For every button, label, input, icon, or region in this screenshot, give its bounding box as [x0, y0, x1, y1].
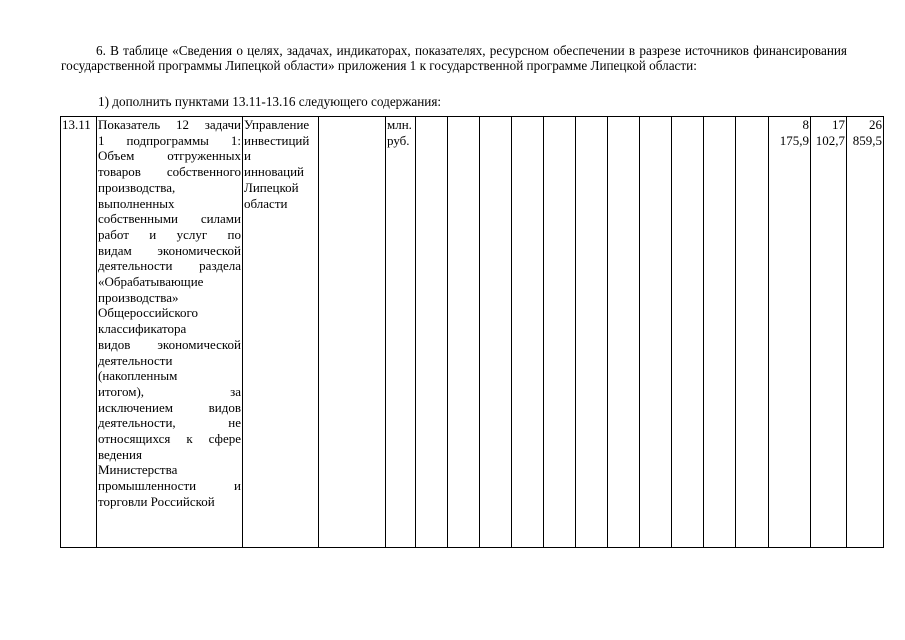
indicator-line: относящихся к сфере	[98, 431, 241, 447]
indicator-line: собственными силами	[98, 211, 241, 227]
empty-cell	[704, 117, 736, 548]
responsible-line: инноваций	[244, 164, 304, 180]
empty-cell	[736, 117, 769, 548]
value-3-line-2: 859,5	[852, 132, 882, 148]
indicator-line: Общероссийского	[98, 305, 198, 321]
indicator-line: Объем отгруженных	[98, 148, 241, 164]
empty-cell	[576, 117, 608, 548]
indicator-line: торговли Российской	[98, 493, 215, 509]
indicator-line: 1 подпрограммы 1:	[98, 132, 241, 148]
empty-cell	[480, 117, 512, 548]
indicator-line: итогом), за	[98, 383, 241, 399]
empty-cell	[512, 117, 544, 548]
indicator-line: выполненных	[98, 195, 175, 211]
indicator-line: ведения	[98, 446, 142, 462]
empty-cell	[416, 117, 448, 548]
indicator-line: Показатель 12 задачи	[98, 117, 241, 132]
indicator-line: деятельности раздела	[98, 258, 241, 274]
row-number: 13.11	[61, 117, 97, 548]
responsible-line: и	[244, 148, 251, 164]
empty-cell	[672, 117, 704, 548]
responsible-line: области	[244, 195, 288, 211]
empty-cell	[544, 117, 576, 548]
empty-cell	[448, 117, 480, 548]
indicator-line: промышленности и	[98, 478, 241, 494]
value-1-line-1: 8	[802, 117, 809, 132]
indicator-line: работ и услуг по	[98, 226, 241, 242]
paragraph-1: 6. В таблице «Сведения о целях, задачах, индикаторах, показателях, ресурсном обеспечении в разрезе источников финансирования государственной программы Липецкой области» приложения 1 к государственной программе Липецкой области:	[61, 43, 847, 73]
responsible-cell	[243, 117, 319, 548]
indicator-cell	[97, 117, 243, 548]
responsible-line: Управление	[244, 117, 310, 132]
value-2-line-2: 102,7	[815, 132, 845, 148]
indicator-line: Министерства	[98, 462, 178, 478]
indicator-line: деятельности, не	[98, 415, 241, 431]
paragraph-2: 1) дополнить пунктами 13.11-13.16 следующего содержания:	[98, 94, 442, 109]
indicator-line: видам экономической	[98, 242, 241, 258]
responsible-line: инвестиций	[244, 132, 310, 148]
empty-cell	[640, 117, 672, 548]
unit-line: руб.	[387, 132, 410, 148]
indicator-line: «Обрабатывающие	[98, 274, 204, 290]
indicator-line: (накопленным	[98, 368, 178, 384]
value-1-line-2: 175,9	[779, 132, 809, 148]
indicator-line: исключением видов	[98, 399, 241, 415]
indicator-line: товаров собственного	[98, 164, 241, 180]
table-row	[61, 117, 884, 548]
indicator-line: видов экономической	[98, 336, 241, 352]
responsible-line: Липецкой	[244, 179, 299, 195]
value-cell-3	[847, 117, 884, 548]
empty-cell	[319, 117, 386, 548]
empty-cell	[608, 117, 640, 548]
unit-line: млн.	[387, 117, 412, 132]
value-cell-2	[811, 117, 847, 548]
unit-cell	[386, 117, 416, 548]
indicator-line: классификатора	[98, 321, 187, 337]
indicators-table	[60, 116, 884, 548]
indicator-line: производства,	[98, 179, 176, 195]
value-3-line-1: 26	[869, 117, 882, 132]
indicator-line: деятельности	[98, 352, 173, 368]
indicator-line: производства»	[98, 289, 179, 305]
value-cell-1	[769, 117, 811, 548]
value-2-line-1: 17	[832, 117, 845, 132]
